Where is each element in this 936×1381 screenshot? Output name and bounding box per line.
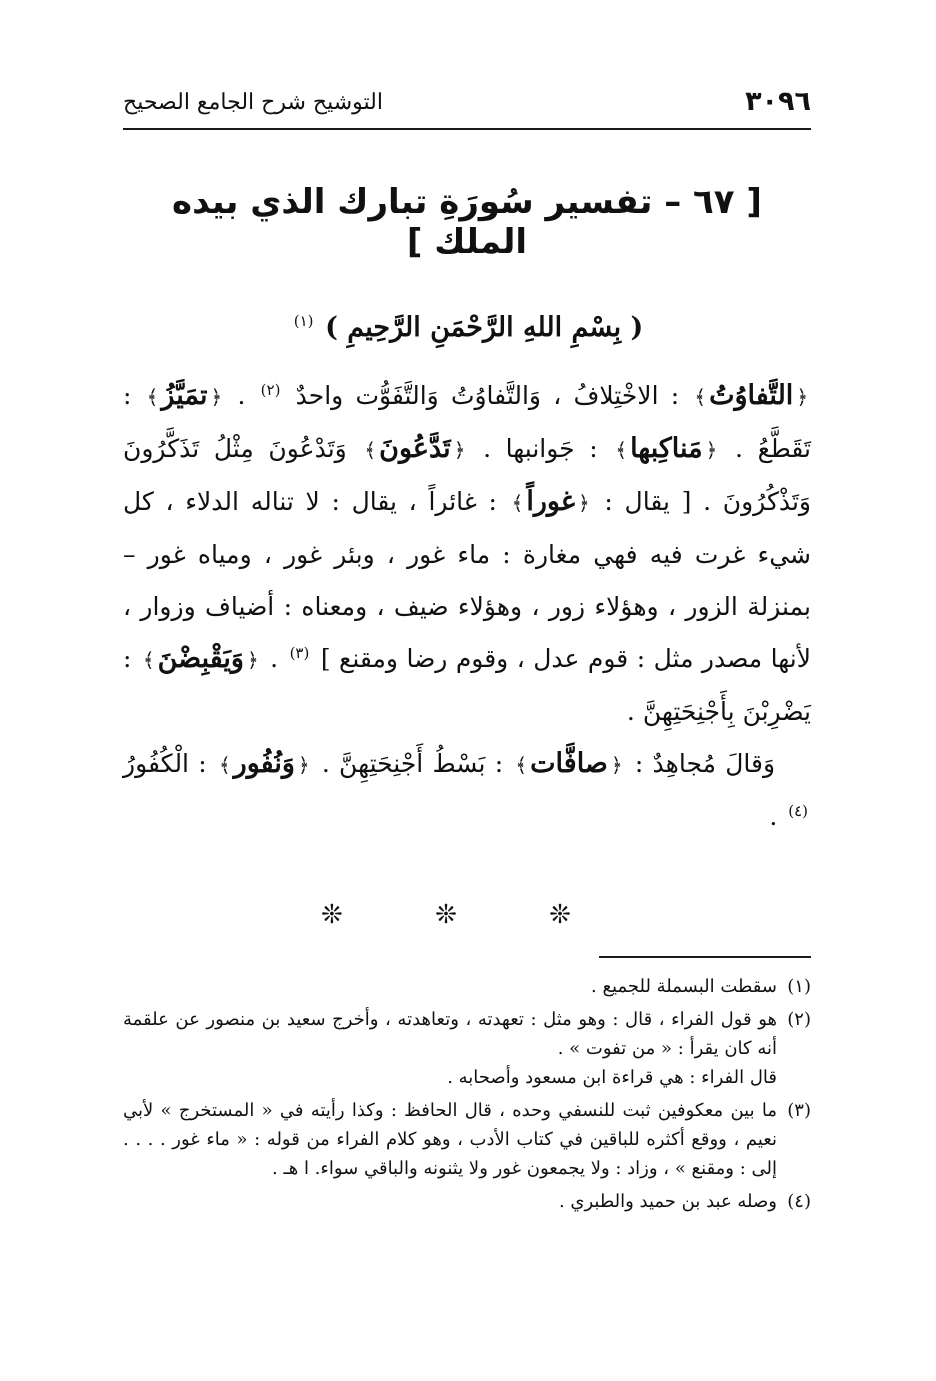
- footnote-body: [123, 1187, 777, 1216]
- footnote-body: [123, 1096, 777, 1183]
- footnote-divider: [599, 956, 811, 958]
- ornate-bracket-open: ﴿: [453, 438, 466, 462]
- footnote-body: [123, 972, 777, 1001]
- gloss-text: : جَوانبها .: [483, 434, 598, 463]
- ornate-bracket-open: ﴿: [297, 753, 310, 777]
- section-separator: ❊ ❊ ❊: [321, 900, 613, 930]
- ornate-bracket-close: ﴾: [511, 491, 524, 515]
- gloss-text: وَتَدْعُونَ مِثْلُ تَذَكَّرُونَ وَتَذْكُرُونَ . [ يقال :: [123, 434, 811, 516]
- page-number: ٣٠٩٦: [745, 86, 811, 117]
- ornate-bracket-close: ﴾: [146, 385, 159, 409]
- running-header: [123, 82, 811, 130]
- footnote-1: [123, 972, 811, 1001]
- footnote-3: [123, 1096, 811, 1183]
- ornate-bracket-close: ﴾: [142, 648, 155, 672]
- ornate-bracket-open: ﴿: [578, 491, 590, 515]
- footnotes: [123, 972, 811, 1220]
- quran-term: تمَيَّزُ: [161, 380, 208, 411]
- footnote-text: قال الفراء : هي قراءة ابن مسعود وأصحابه .: [447, 1067, 777, 1088]
- ornate-bracket-open: ﴿: [610, 753, 623, 777]
- gloss-text: .: [769, 802, 778, 831]
- basmala: [123, 312, 811, 343]
- gloss-text: : غائراً ، يقال : لا تناله الدلاء ، كل شيء غرت فيه فهي مغارة : ماء غور ، وبئر غور ، ومياه غور – بمنزلة الزور ، وهؤلاء زور ، وهؤلاء ضيف ، ومعناه : أضياف وزوار ، لأنها مصدر مثل : قوم عدل ، وقوم رضا ومقنع ]: [123, 487, 812, 673]
- footnote-text: وصله عبد بن حميد والطبري .: [558, 1191, 777, 1212]
- ornate-bracket-open: ﴿: [210, 385, 223, 409]
- gloss-text: وَقالَ مُجاهِدٌ :: [634, 749, 776, 778]
- footnote-ref-3: (٣): [289, 643, 310, 662]
- quran-term: غوراً: [526, 486, 575, 517]
- ornate-bracket-close: ﴾: [615, 438, 628, 462]
- quran-term: وَنُفُور: [233, 748, 295, 779]
- ornate-bracket-close: ﴾: [694, 385, 707, 409]
- quran-term: تَدَّعُونَ: [379, 433, 451, 464]
- footnote-number: (٢): [787, 1009, 811, 1030]
- gloss-text: .: [237, 381, 246, 410]
- gloss-text: .: [270, 644, 279, 673]
- paragraph-1: [123, 370, 811, 738]
- ornate-bracket-open: ﴿: [246, 648, 259, 672]
- ornate-bracket-close: ﴾: [364, 438, 377, 462]
- gloss-text: : بَسْطُ أَجْنِحَتِهِنَّ .: [321, 749, 504, 778]
- ornate-bracket-close: ﴾: [515, 753, 528, 777]
- basmala-text: ( بِسْمِ اللهِ الرَّحْمَنِ الرَّحِيمِ ): [325, 312, 644, 343]
- ornate-bracket-open: ﴿: [705, 438, 718, 462]
- gloss-text: : تَقَطَّعُ .: [123, 381, 811, 463]
- quran-term: صافَّات: [530, 748, 608, 779]
- footnote-2: [123, 1005, 811, 1092]
- book-title: التوشيح شرح الجامع الصحيح: [123, 90, 383, 115]
- paragraph-2: [123, 738, 811, 843]
- gloss-text: : الاخْتِلافُ ، وَالتَّفاوُتُ وَالتَّفَوُّت واحدٌ: [295, 381, 680, 410]
- footnote-ref-4: (٤): [788, 801, 808, 820]
- footnote-text: سقطت البسملة للجميع .: [591, 976, 777, 997]
- chapter-heading: [ ٦٧ – تفسير سُورَةِ تبارك الذي بيده الملك ]: [172, 182, 762, 262]
- gloss-text: : يَضْرِبْنَ بِأَجْنِحَتِهِنَّ .: [123, 644, 811, 726]
- footnote-ref-2: (٢): [260, 380, 281, 399]
- footnote-text: هو قول الفراء ، قال : وهو مثل : تعهدته ، وتعاهدته ، وأخرج سعيد بن منصور عن علقمة أنه كان يقرأ : « من تفوت » .: [123, 1009, 777, 1059]
- footnote-text: ما بين معكوفين ثبت للنسفي وحده ، قال الحافظ : وكذا رأيته في « المستخرج » لأبي نعيم ، ووقع أكثره للباقين في كتاب الأدب ، وهو كلام الفراء من قوله : « ماء غور . . . . إلى : ومقنع » ، وزاد : ولا يجمعون غور ولا يثنونه والباقي سواء. ا هـ .: [123, 1100, 777, 1179]
- ornate-bracket-close: ﴾: [218, 753, 231, 777]
- quran-term: مَناكِبها: [630, 433, 703, 464]
- footnote-number: (٤): [787, 1191, 811, 1212]
- footnote-number: (٣): [787, 1100, 811, 1121]
- ornate-bracket-open: ﴿: [796, 385, 809, 409]
- quran-term: التَّفاوُتُ: [709, 380, 794, 411]
- footnote-4: [123, 1187, 811, 1216]
- footnote-ref-1: (١): [293, 312, 314, 330]
- footnote-number: (١): [787, 976, 811, 997]
- quran-term: وَيَقْبِضْنَ: [157, 643, 244, 674]
- gloss-text: : الْكُفُورُ: [123, 749, 207, 778]
- main-text: [123, 370, 811, 843]
- footnote-body: [123, 1005, 777, 1092]
